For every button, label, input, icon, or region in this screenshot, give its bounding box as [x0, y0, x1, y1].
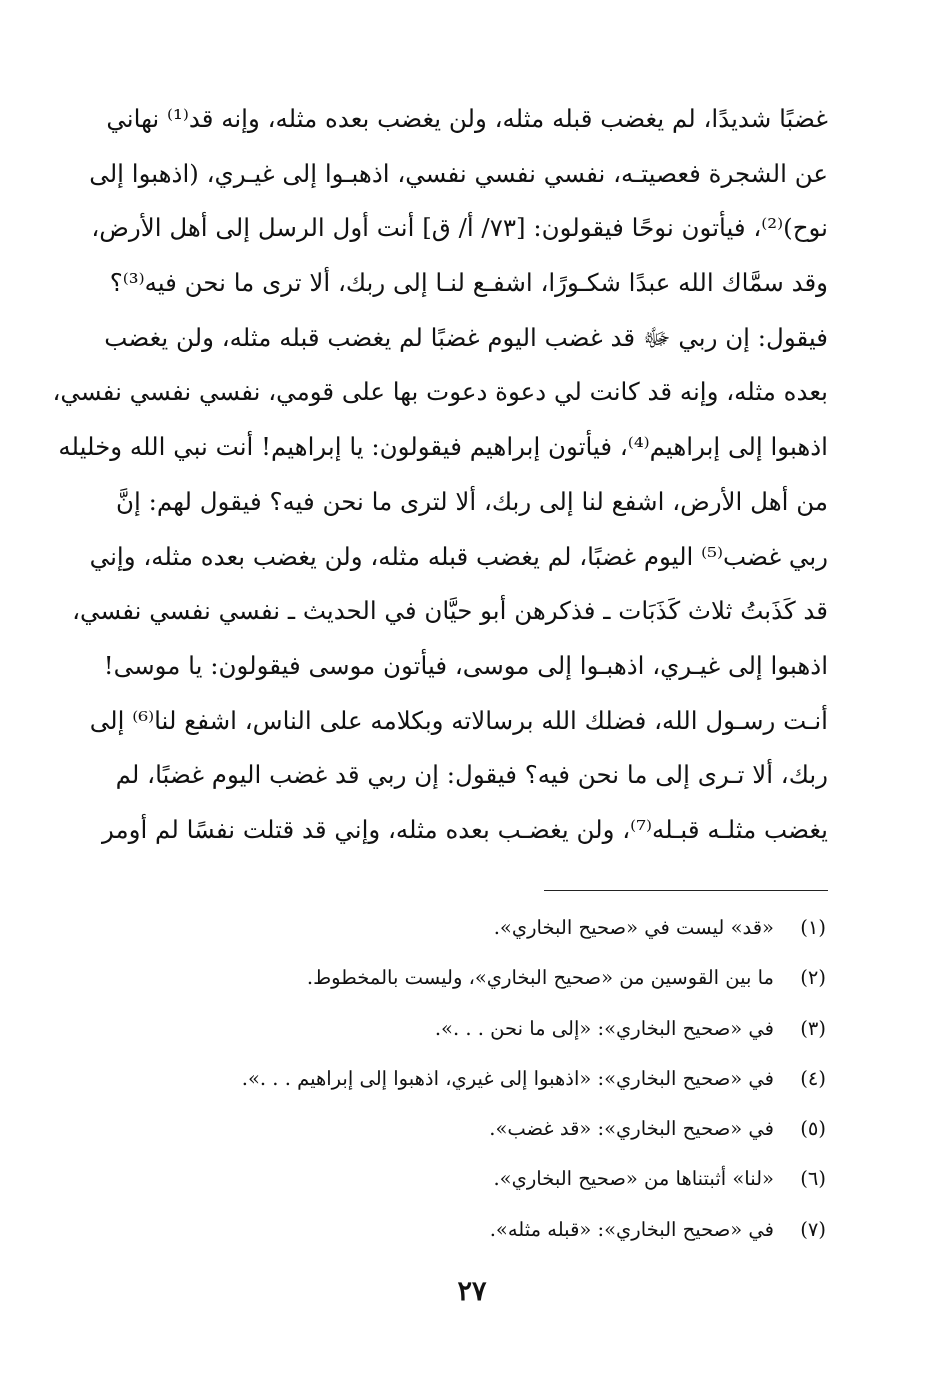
footnote-item: [126, 1004, 826, 1054]
footnote-number: (٦): [800, 1167, 826, 1191]
text-line: وقد سمَّاك الله عبدًا شكـورًا، اشفـع لنـا إلى ربك، ألا ترى ما نحن فيه⁽³⁾؟: [109, 268, 828, 298]
footnote-number: (٤): [800, 1066, 826, 1090]
text-line: غضبًا شديدًا، لم يغضب قبله مثله، ولن يغضب بعده مثله، وإنه قد⁽¹⁾ نهاني: [106, 104, 828, 133]
footnote-text: ما بين القوسين من «صحيح البخاري»، وليست بالمخطوط.: [306, 966, 774, 990]
text-line: عن الشجرة فعصيتـه، نفسي نفسي نفسي، اذهبـوا إلى غيـري، (اذهبوا إلى: [89, 158, 828, 188]
footnote-text: في «صحيح البخاري»: «إلى ما نحن . . .».: [434, 1016, 774, 1040]
text-line: أنـت رسـول الله، فضلك الله برسالاته وبكلامه على الناس، اشفع لنا⁽⁶⁾ إلى: [89, 705, 828, 735]
footnote-text: «قد» ليست في «صحيح البخاري».: [493, 916, 774, 939]
text-line: قد كَذَبتُ ثلاث كَذَبَات ـ فذكرهن أبو حيَّان في الحديث ـ نفسي نفسي نفسي،: [72, 596, 828, 626]
footnotes-list: [126, 903, 826, 1255]
footnote-text: في «صحيح البخاري»: «اذهبوا إلى غيري، اذهبوا إلى إبراهيم . . .».: [241, 1066, 774, 1090]
footnote-separator: [544, 890, 828, 891]
footnote-text: «لنا» أثبتناها من «صحيح البخاري».: [493, 1167, 774, 1191]
footnote-number: (٣): [800, 1016, 826, 1040]
footnote-item: [126, 1104, 826, 1154]
footnote-number: (٧): [800, 1217, 826, 1241]
main-text-block: [52, 92, 828, 858]
footnote-number: (٢): [800, 966, 826, 990]
text-line: اذهبوا إلى إبراهيم⁽⁴⁾، فيأتون إبراهيم فيقولون: يا إبراهيم! أنت نبي الله وخليله: [58, 432, 828, 462]
footnote-item: [126, 903, 826, 953]
page-number: ٢٧: [457, 1276, 487, 1307]
footnote-number: (٥): [800, 1117, 826, 1141]
text-line: يغضب مثلـه قبـله⁽⁷⁾، ولن يغضـب بعده مثله، وإني قد قتلت نفسًا لم أومر: [101, 814, 828, 844]
footnote-item: [126, 1054, 826, 1104]
text-line: ربي غضب⁽⁵⁾ اليوم غضبًا، لم يغضب قبله مثله، ولن يغضب بعده مثله، وإني: [89, 541, 828, 571]
footnote-text: في «صحيح البخاري»: «قبله مثله».: [489, 1217, 774, 1241]
footnote-number: (١): [800, 916, 826, 939]
footnote-item: [126, 1205, 826, 1255]
text-line: اذهبوا إلى غيـري، اذهبـوا إلى موسى، فيأتون موسى فيقولون: يا موسى!: [103, 650, 828, 680]
text-line: ربك، ألا تـرى إلى ما نحن فيه؟ فيقول: إن ربي قد غضب اليوم غضبًا، لم: [115, 760, 828, 790]
footnote-item: [126, 953, 826, 1003]
text-line: فيقول: إن ربي ﷻ قد غضب اليوم غضبًا لم يغضب قبله مثله، ولن يغضب: [104, 322, 828, 352]
footnote-item: [126, 1154, 826, 1204]
text-line: بعده مثله، وإنه قد كانت لي دعوة دعوت بها على قومي، نفسي نفسي نفسي،: [52, 377, 828, 407]
footnote-text: في «صحيح البخاري»: «قد غضب».: [489, 1117, 774, 1141]
text-line: نوح)⁽²⁾، فيأتون نوحًا فيقولون: [٧٣/ أ/ ق] أنت أول الرسل إلى أهل الأرض،: [91, 213, 828, 243]
text-line: من أهل الأرض، اشفع لنا إلى ربك، ألا لترى ما نحن فيه؟ فيقول لهم: إنَّ: [116, 486, 828, 516]
